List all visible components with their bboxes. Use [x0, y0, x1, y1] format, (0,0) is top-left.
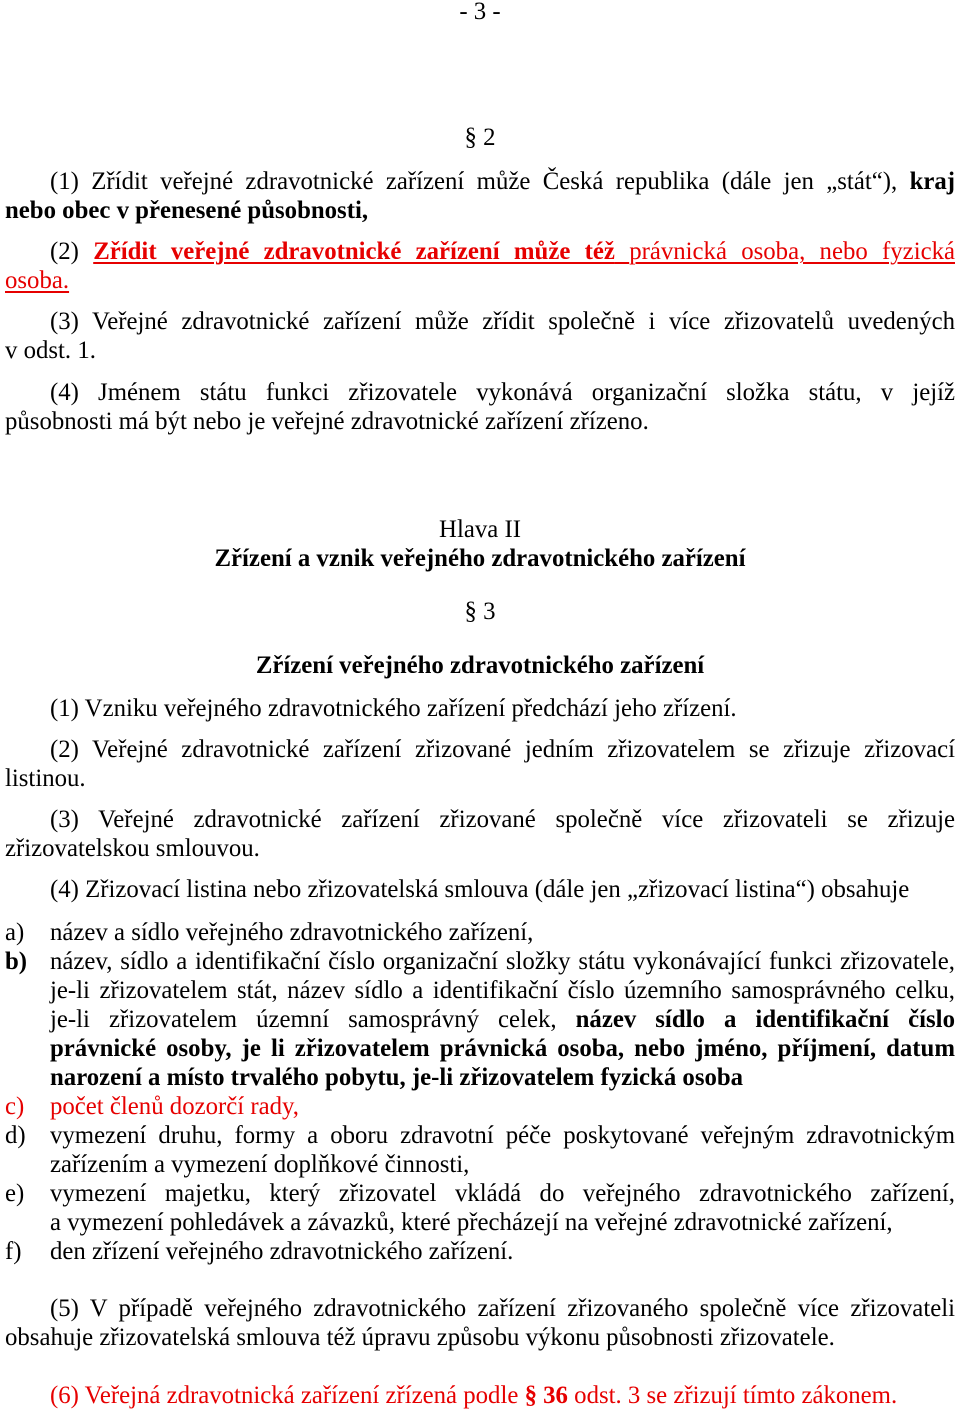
text-line: [5, 266, 955, 295]
text-line: [5, 694, 955, 723]
text-segment: (1) Zřídit veřejné zdravotnické zařízení může Česká republika (dále jen „stát“),: [50, 168, 898, 195]
text-line: [5, 875, 955, 904]
text-segment: den zřízení veřejného zdravotnického zařízení.: [50, 1238, 514, 1265]
text-segment: vymezení majetku, který zřizovatel vkládá do veřejného zdravotnického zařízení,: [50, 1180, 955, 1207]
text-line: [50, 1179, 955, 1208]
text-line: [50, 1208, 955, 1237]
text-line: [5, 764, 955, 793]
text-line: [50, 918, 955, 947]
bold-text: právnické osoby, je li zřizovatelem právnická osoba, nebo jméno, příjmení, datum: [50, 1035, 955, 1062]
text-segment: v odst. 1.: [5, 337, 96, 364]
list-label: f): [5, 1238, 22, 1265]
list-label: a): [5, 919, 25, 946]
amended-text: počet členů dozorčí rady,: [50, 1093, 299, 1120]
bold-text: kraj: [909, 168, 956, 195]
list-label: e): [5, 1180, 25, 1207]
text-segment: vymezení druhu, formy a oboru zdravotní péče poskytované veřejným zdravotnickým: [50, 1122, 955, 1149]
text-line: [50, 976, 955, 1005]
text-line: [5, 1381, 955, 1410]
list-item: [5, 947, 955, 1092]
text-segment: právnická osoba, nebo fyzická: [629, 238, 955, 265]
bold-text: nebo obec v přenesené působnosti,: [5, 197, 369, 224]
text-segment: (2) Veřejné zdravotnické zařízení zřizované jedním zřizovatelem se zřizuje zřizovací: [50, 736, 955, 763]
text-segment: název, sídlo a identifikační číslo organizační složky státu vykonávající funkci zřizovatele,: [50, 948, 955, 975]
amended-text: [93, 238, 955, 265]
text-line: [50, 1237, 955, 1266]
text-line: [5, 336, 955, 365]
section-heading: § 3: [464, 598, 496, 625]
bold-text: název sídlo a identifikační číslo: [575, 1006, 955, 1033]
text-segment: a vymezení pohledávek a závazků, které přecházejí na veřejné zdravotnické zařízení,: [50, 1209, 893, 1236]
text-segment: (4) Jménem státu funkci zřizovatele vykonává organizační složka státu, v jejíž: [50, 379, 955, 406]
paragraph: [5, 378, 955, 436]
text-segment: (1) Vzniku veřejného zdravotnického zařízení předchází jeho zřízení.: [50, 695, 737, 722]
text-segment: působnosti má být nebo je veřejné zdravotnické zařízení zřízeno.: [5, 408, 649, 435]
text-line: [50, 947, 955, 976]
list-label: d): [5, 1122, 26, 1149]
text-line: [50, 1005, 955, 1034]
amended-text: odst. 3 se zřizují tímto zákonem.: [574, 1382, 898, 1409]
text-segment: listinou.: [5, 765, 86, 792]
section-title: Zřízení veřejného zdravotnického zařízení: [255, 652, 705, 679]
text-segment: je-li zřizovatelem stát, název sídlo a identifikační číslo územního samosprávného celku,: [50, 977, 955, 1004]
text-segment: (5) V případě veřejného zdravotnického zařízení zřizovaného společně více zřizovateli: [50, 1295, 955, 1322]
text-line: [5, 407, 955, 436]
text-line: [5, 196, 955, 225]
text-line: [5, 1294, 955, 1323]
page-number: - 3 -: [459, 0, 501, 25]
bold-text: narození a místo trvalého pobytu, je-li zřizovatelem fyzická osoba: [50, 1064, 744, 1091]
paragraph: [5, 307, 955, 365]
paragraph: [5, 237, 955, 295]
list-label: c): [5, 1093, 25, 1120]
text-segment: název a sídlo veřejného zdravotnického zařízení,: [50, 919, 534, 946]
section-heading: § 2: [464, 124, 496, 151]
text-line: [5, 735, 955, 764]
text-segment: zřizovatelskou smlouvou.: [5, 835, 260, 862]
text-segment: obsahuje zřizovatelská smlouva též úpravu způsobu výkonu působnosti zřizovatele.: [5, 1324, 835, 1351]
chapter-label: Hlava II: [439, 516, 521, 543]
paragraph: [5, 167, 955, 225]
text-segment: (3) Veřejné zdravotnické zařízení zřizované společně více zřizovateli se zřizuje: [50, 806, 955, 833]
text-line: [5, 378, 955, 407]
content-list: [5, 918, 955, 1266]
amended-text: osoba.: [5, 267, 70, 294]
text-line: [5, 805, 955, 834]
text-segment: zařízením a vymezení doplňkové činnosti,: [50, 1151, 470, 1178]
list-item: [5, 918, 955, 947]
list-item: [5, 1237, 955, 1266]
paragraph: [5, 1381, 955, 1410]
text-line: [50, 1034, 955, 1063]
text-line: [50, 1063, 955, 1092]
text-segment: je-li zřizovatelem územní samosprávný celek,: [50, 1006, 557, 1033]
paragraph: [5, 735, 955, 793]
paragraph: [5, 805, 955, 863]
text-segment: (4) Zřizovací listina nebo zřizovatelská smlouva (dále jen „zřizovací listina“) obsahuje: [50, 876, 910, 903]
text-line: [50, 1121, 955, 1150]
list-label: b): [5, 948, 28, 975]
list-item: [5, 1121, 955, 1179]
bold-text: Zřídit veřejné zdravotnické zařízení může též: [93, 238, 615, 265]
list-item: [5, 1179, 955, 1237]
text-segment: (3) Veřejné zdravotnické zařízení může zřídit společně i více zřizovatelů uvedených: [50, 308, 955, 335]
text-segment: (2): [50, 238, 79, 265]
text-line: [5, 237, 955, 266]
paragraph: [5, 694, 955, 723]
text-line: [5, 167, 955, 196]
chapter-title: Zřízení a vznik veřejného zdravotnického zařízení: [214, 545, 746, 572]
list-item: [5, 1092, 955, 1121]
paragraph: [5, 875, 955, 904]
paragraph: [5, 1294, 955, 1352]
text-line: [5, 1323, 955, 1352]
text-line: [50, 1150, 955, 1179]
text-line: [5, 307, 955, 336]
section-reference: § 36: [524, 1382, 568, 1409]
text-line: [50, 1092, 955, 1121]
text-line: [5, 834, 955, 863]
amended-text: (6) Veřejná zdravotnická zařízení zřízená podle: [50, 1382, 519, 1409]
